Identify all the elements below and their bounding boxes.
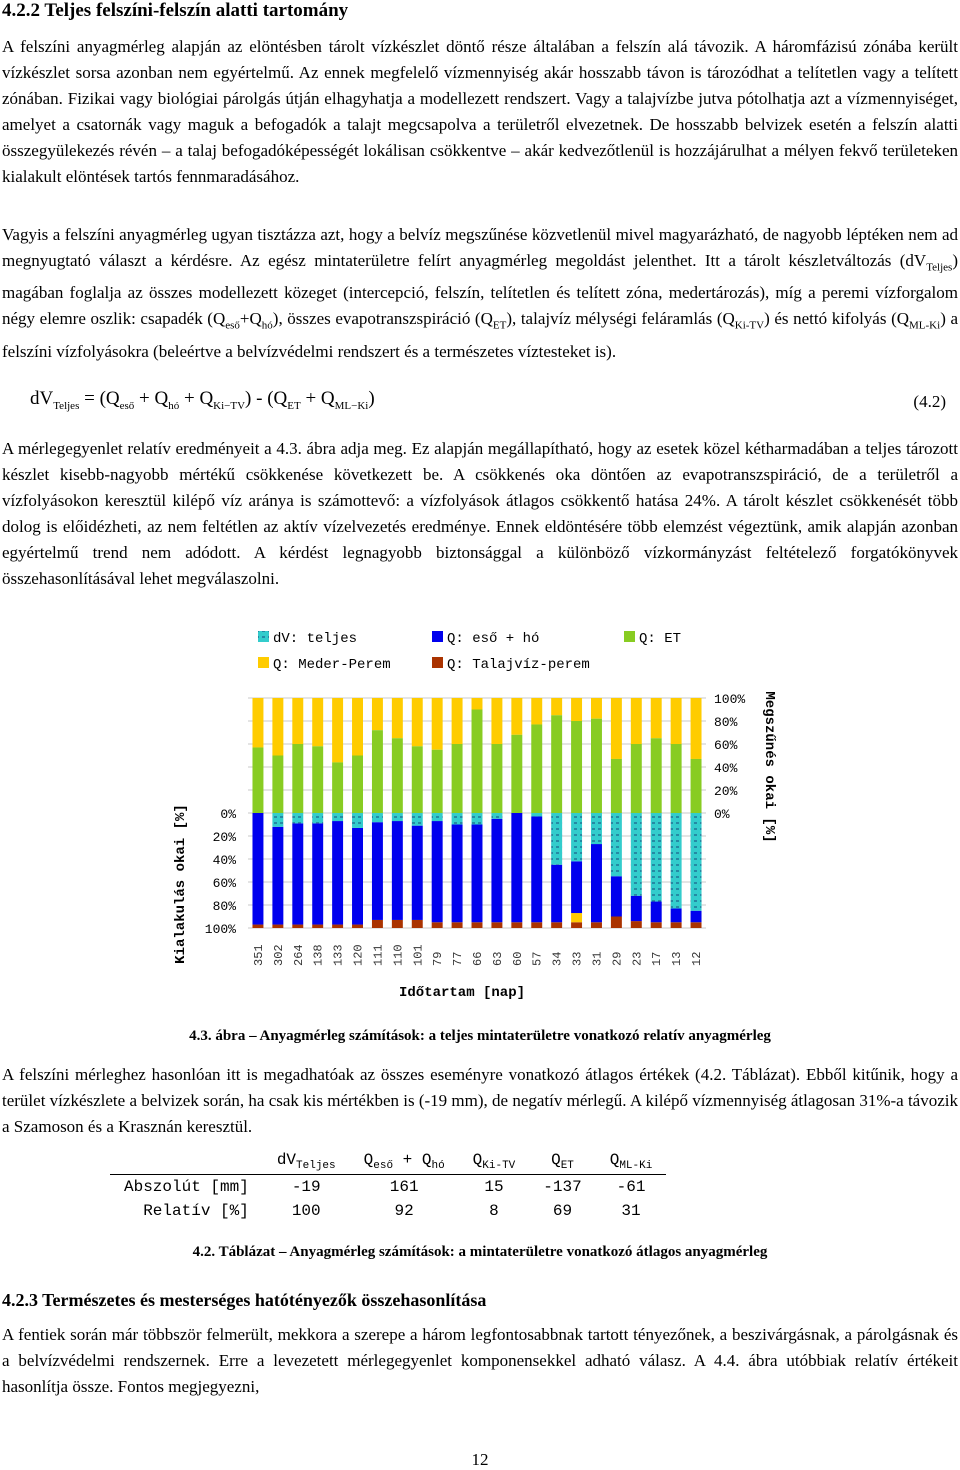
bar-segment (352, 925, 363, 928)
table-cell: -61 (616, 1178, 646, 1196)
table-cell: 15 (484, 1178, 504, 1196)
bar-segment (631, 744, 642, 813)
eq-lhs-sub: Teljes (53, 399, 80, 412)
bar-segment (432, 821, 443, 922)
bar-segment (591, 922, 602, 928)
p2-f: ) és nettó kifolyás (Q (764, 309, 910, 329)
bar-segment (412, 826, 423, 920)
x-tick-label: 57 (530, 951, 545, 966)
bar-segment (591, 719, 602, 813)
bar-segment (611, 698, 622, 759)
bar-segment (571, 922, 582, 928)
th-sub: Teljes (296, 1160, 336, 1173)
bar-segment (611, 759, 622, 813)
legend-swatch (432, 657, 443, 668)
equation-number: (4.2) (913, 392, 946, 411)
x-tick-label: 302 (271, 944, 286, 966)
figure-caption: 4.3. ábra – Anyagmérleg számítások: a teljes mintaterületre vonatkozó relatív anyagmérleg (189, 1028, 771, 1044)
bar-segment (312, 746, 323, 813)
legend-swatch (258, 631, 269, 642)
x-tick-label: 12 (690, 951, 705, 966)
x-tick-label: 111 (371, 944, 386, 966)
bar-segment (551, 698, 562, 715)
paragraph-3: A mérlegegyenlet relatív eredményeit a 4.3. ábra adja meg. Ez alapján megállapítható, hogy az esetek közel kétharmadában a teljes tározott készlet kisebb-nagyobb mértékű csökkenése következett be. A csökkenés oka döntően az evapotranszspiráció, de a területről a vízfolyásokon keresztül kilépő víz aránya is számottevő: a vízfolyások átlagos csökkentő hatása 24%. A tárolt készlet csökkenését több dolog is előidézheti, az nem feltétlen az aktív vízelvezetés eredménye. Ennek eldöntésére több elemzést végeztünk, amik alapján azonban egyértelmű trend nem adódott. A kérdést legnagyobb biztonsággal a különböző vízkormányzást feltételező forgatókönyvek összehasonlításával lehet megválaszolni. (2, 439, 958, 588)
table-header-q-ki-tv (459, 1150, 530, 1175)
bar-segment (591, 844, 602, 922)
bar-segment (691, 759, 702, 813)
bar-segment (452, 813, 463, 825)
bar-segment (631, 896, 642, 921)
table-caption: 4.2. Táblázat – Anyagmérleg számítások: a mintaterületre vonatkozó átlagos anyagmérleg (192, 1244, 768, 1260)
bar-segment (691, 698, 702, 759)
bar-segment (452, 825, 463, 923)
x-tick-label: 79 (431, 951, 446, 966)
bar-segment (671, 922, 682, 928)
bar-segment (352, 828, 363, 925)
y-tick-right: 0% (714, 807, 730, 822)
x-tick-label: 13 (670, 951, 685, 966)
bar-segment (292, 823, 303, 924)
bar-segment (432, 922, 443, 928)
equation-4-2 (30, 388, 956, 422)
table-cell: -137 (543, 1178, 582, 1196)
bar-segment (511, 735, 522, 813)
bar-segment (491, 744, 502, 813)
th-main: Q (551, 1151, 561, 1170)
eq-t1-sub: eső (119, 399, 135, 412)
bar-segment (551, 813, 562, 865)
x-tick-label: 110 (391, 944, 406, 966)
bar-segment (272, 925, 283, 928)
eq-t5-sub: ML−Ki (334, 399, 369, 412)
legend-label: dV: teljes (273, 631, 358, 647)
bar-segment (392, 813, 403, 821)
bar-segment (372, 698, 383, 730)
bar-segment (472, 710, 483, 814)
table-cell: 100 (291, 1202, 321, 1220)
eq-t3-sub: Ki−TV (213, 399, 246, 412)
bar-segment (372, 730, 383, 813)
table-row (110, 1175, 666, 1200)
bar-segment (571, 721, 582, 813)
bar-segment (531, 813, 542, 816)
th-extra: + Q (393, 1151, 432, 1170)
bar-segment (372, 813, 383, 822)
legend-label: Q: eső + hó (447, 631, 540, 647)
x-tick-label: 66 (471, 951, 485, 966)
bar-segment (631, 698, 642, 744)
x-tick-label: 101 (411, 944, 426, 966)
bar-segment (432, 813, 443, 821)
bar-segment (252, 747, 263, 813)
bar-segment (332, 813, 343, 821)
bar-segment (671, 908, 682, 922)
eq-t6: ) (368, 388, 375, 409)
paragraph-5: A fentiek során már többször felmerült, mekkora a szerepe a három legfontosabbnak tartott tényezőnek, a beszivárgásnak, a párolgásnak és a belvízvédelmi rendszernek. Erre a levezetett mérlegegyenlet komponensekkel adható válasz. A 4.4. ábra utóbbiak relatív értékeit hasonlítja össze. Fontos megjegyezni, (2, 1325, 958, 1396)
legend-swatch (258, 657, 269, 668)
legend-swatch (432, 631, 443, 642)
th-main: Q (363, 1151, 374, 1170)
y-tick-right: 20% (714, 784, 738, 799)
eq-t2-sub: hó (168, 399, 180, 412)
bar-segment (432, 698, 443, 750)
p2-c-sub: hó (261, 319, 273, 332)
x-tick-label: 138 (311, 944, 326, 966)
bar-segment (631, 813, 642, 896)
bar-segment (272, 813, 283, 827)
x-tick-label: 63 (490, 951, 505, 966)
legend-swatch (624, 631, 635, 642)
bar-segment (511, 698, 522, 735)
bar-segment (412, 698, 423, 746)
p2-d-sub: ET (492, 319, 507, 332)
legend (258, 631, 681, 673)
bar-segment (452, 698, 463, 744)
bar-segment (571, 861, 582, 913)
legend-label: Q: Meder-Perem (273, 657, 391, 673)
bar-segment (472, 825, 483, 923)
bar-segment (392, 698, 403, 738)
bar-segment (412, 920, 423, 928)
bar-segment (352, 756, 363, 814)
section-heading (2, 0, 348, 22)
y-tick-left: 0% (220, 807, 236, 822)
th-sub: Ki-TV (482, 1160, 516, 1173)
bar-segment (392, 821, 403, 920)
bar-segment (651, 902, 662, 923)
bar-segment (472, 922, 483, 928)
y-tick-left: 100% (204, 922, 236, 937)
bar-segment (432, 750, 443, 813)
table-header-q-et (529, 1150, 595, 1175)
x-tick-label: 60 (510, 951, 525, 966)
table-corner (110, 1150, 263, 1175)
y-tick-left: 40% (212, 853, 236, 868)
section-heading-2-text: 4.2.3 Természetes és mesterséges hatótényezők összehasonlítása (2, 1290, 487, 1310)
bar-segment (312, 823, 323, 924)
y-tick-right: 60% (714, 738, 738, 753)
bar-segment (511, 922, 522, 928)
bar-segment (292, 744, 303, 813)
bar-segment (571, 913, 582, 922)
bar-segment (611, 917, 622, 929)
bar-segment (531, 724, 542, 813)
table-header-row (110, 1150, 666, 1175)
x-tick-label: 33 (570, 951, 585, 966)
bar-segment (531, 816, 542, 922)
bar-segment (332, 698, 343, 762)
y-tick-right: 40% (714, 761, 738, 776)
bar-segment (651, 698, 662, 738)
eq-t1: (Q (99, 388, 120, 409)
p2-a: Vagyis a felszíni anyagmérleg ugyan tisztázza azt, hogy a belvíz megszűnése közvetlenül mivel magyarázható, de nagyobb léptéken nem ad megnyugtató választ a kérdésre. Az egész mintaterületre felírt anyagmérleg megoldást jelenthet. Itt a tárolt készletváltozás (dV (2, 225, 958, 270)
eq-t2: + Q (134, 388, 169, 409)
y-tick-left: 60% (212, 876, 236, 891)
average-balance-table (110, 1150, 666, 1223)
table-cell: 8 (489, 1202, 499, 1220)
table-header-q-ml-ki (596, 1150, 667, 1175)
x-tick-label: 17 (650, 951, 665, 966)
p2-b-sub: eső (225, 319, 240, 332)
y-tick-right: 80% (714, 715, 738, 730)
p2-e-sub: Ki-TV (734, 319, 765, 332)
bar-segment (491, 922, 502, 928)
bar-segment (252, 925, 263, 928)
bar-segment (392, 738, 403, 813)
eq-t5: + Q (300, 388, 335, 409)
bar-segment (372, 920, 383, 928)
bar-segment (591, 813, 602, 844)
bar-segment (591, 698, 602, 719)
bar-segment (332, 762, 343, 813)
p2-d: ), összes evapotranszspiráció (Q (272, 309, 493, 329)
x-tick-label: 264 (291, 944, 306, 966)
bar-segment (611, 876, 622, 916)
section-heading-text: 4.2.2 Teljes felszíni-felszín alatti tartomány (2, 0, 349, 21)
y-tick-left: 80% (212, 899, 236, 914)
bar-segment (452, 744, 463, 813)
bar-segment (671, 698, 682, 744)
bar-segment (691, 813, 702, 911)
p2-c: +Q (239, 309, 262, 329)
eq-t3: + Q (179, 388, 214, 409)
bar-segment (551, 922, 562, 928)
th-main: dV (276, 1151, 297, 1170)
p2-a-sub: Teljes (926, 261, 953, 274)
x-tick-label: 23 (630, 951, 645, 966)
table-cell: 31 (621, 1202, 641, 1220)
bar-segment (372, 822, 383, 920)
bar-segment (571, 813, 582, 861)
p2-f-sub: ML-Ki (909, 319, 941, 332)
bar-segment (312, 698, 323, 746)
bar-segment (491, 819, 502, 923)
th-extra-sub: hó (431, 1160, 445, 1173)
table-cell: 92 (394, 1202, 414, 1220)
bar-segment (332, 821, 343, 925)
th-sub: ET (560, 1160, 574, 1173)
x-tick-label: 133 (331, 944, 346, 966)
x-tick-label: 351 (251, 944, 266, 966)
bar-segment (491, 698, 502, 744)
bar-segment (611, 813, 622, 876)
bar-segment (312, 925, 323, 928)
y-axis-label-left: Kialakulás okai [%] (173, 804, 189, 964)
bar-segment (531, 922, 542, 928)
relative-balance-chart (160, 622, 800, 1012)
x-tick-label: 31 (590, 951, 605, 966)
bar-segment (272, 698, 283, 756)
bar-segment (691, 922, 702, 928)
bar-segment (631, 921, 642, 928)
bar-segment (571, 698, 582, 721)
x-axis-label: Időtartam [nap] (398, 985, 526, 1001)
bar-segment (252, 698, 263, 747)
legend-label: Q: Talajvíz-perem (447, 657, 590, 673)
bar-segment (531, 698, 542, 724)
bar-segment (651, 813, 662, 902)
legend-label: Q: ET (639, 631, 682, 647)
bar-segment (472, 813, 483, 825)
bar-segment (452, 922, 463, 928)
bar-segment (292, 925, 303, 928)
bar-segment (472, 698, 483, 710)
eq-t4: ) - (Q (245, 388, 288, 409)
eq-lhs: dV (30, 388, 54, 409)
p2-e: ), talajvíz mélységi feláramlás (Q (506, 309, 735, 329)
paragraph-4: A felszíni mérleghez hasonlóan itt is megadhatóak az összes eseményre vonatkozó átlagos értékek (4.2. Táblázat). Ebből kitűnik, hogy a terület vízkészlete a belvizek során, ha csak kis mértékben is (-19 mm), de negatív mérlegű. A kilépő vízmennyiség átlagosan 31%-a távozik a Szamoson és a Krasznán keresztül. (2, 1065, 958, 1136)
bar-segment (352, 698, 363, 756)
bar-segment (671, 744, 682, 813)
table-header-q-eso-ho (350, 1150, 459, 1175)
bar-segment (272, 756, 283, 814)
eq-equals: = (79, 388, 100, 409)
paragraph-2 (2, 222, 958, 365)
bar-segment (551, 715, 562, 813)
th-sub: ML-Ki (619, 1160, 653, 1173)
y-axis-label-right: Megszűnés okai [%] (761, 691, 777, 843)
section-heading-2 (2, 1290, 486, 1311)
th-sub: eső (373, 1160, 394, 1173)
row-label: Abszolút [mm] (124, 1178, 249, 1196)
p2-g: ) a felszíni vízfolyásokra (beleértve a belvízvédelmi rendszert és a természetes víztesteket is). (2, 309, 958, 361)
bar-segment (412, 746, 423, 813)
bar-segment (651, 738, 662, 813)
x-tick-label: 29 (610, 951, 625, 966)
table-header-dv (263, 1150, 350, 1175)
bar-segment (292, 698, 303, 744)
bar-segment (352, 813, 363, 828)
th-main: Q (609, 1151, 620, 1170)
paragraph-1: A felszíni anyagmérleg alapján az elöntésben tárolt vízkészlet döntő része általában a felszín alá távozik. A háromfázisú zónába került vízkészlet sorsa azonban nem egyértelmű. Az ennek megfelelő vízmennyiség akár hosszabb távon is tározódhat a telítetlen vagy a telített zónában. Fizikai vagy biológiai párolgás útján elhagyhatja a modellezett rendszert. Vagy a talajvízbe jutva pótolhatja azt a vízmennyiséget, amelyet a csatornák vagy maguk a befogadók a talajt megcsapolva a területről elvezetnek. De hosszabb belvizek esetén a felszín alatti összegyülekezés révén – a talaj befogadóképességét lokálisan csökkentve – akár kedvezőtlenül is hozzájárulhat a mélyen fekvő területeken kialakult elöntések tartós fennmaradásához. (2, 37, 958, 186)
table-row (110, 1199, 666, 1223)
x-tick-label: 34 (550, 951, 565, 966)
row-label: Relatív [%] (143, 1202, 249, 1220)
eq-t4-sub: ET (287, 399, 301, 412)
bar-segment (412, 813, 423, 826)
bar-segment (511, 813, 522, 922)
bar-segment (332, 925, 343, 928)
page-number: 12 (471, 1450, 489, 1469)
y-tick-left: 20% (212, 830, 236, 845)
bar-segment (691, 911, 702, 923)
bars (252, 698, 704, 966)
bar-segment (272, 827, 283, 925)
y-tick-right: 100% (714, 692, 746, 707)
x-tick-label: 77 (451, 951, 466, 966)
table-cell: 161 (389, 1178, 419, 1196)
bar-segment (252, 813, 263, 925)
p2-b: ) magában foglalja az összes modellezett közeget (intercepció, felszín, telítetlen és telített zóna, medertározás), míg a peremi vízforgalom négy elemre oszlik: csapadék (Q (2, 251, 958, 329)
bar-segment (491, 813, 502, 819)
table-cell: 69 (552, 1202, 573, 1220)
bar-segment (392, 920, 403, 928)
bar-segment (312, 813, 323, 823)
x-tick-label: 120 (351, 944, 366, 966)
bar-segment (551, 865, 562, 923)
table-cell: -19 (291, 1178, 321, 1196)
bar-segment (651, 922, 662, 928)
bar-segment (671, 813, 682, 908)
bar-segment (292, 813, 303, 823)
th-main: Q (472, 1151, 483, 1170)
